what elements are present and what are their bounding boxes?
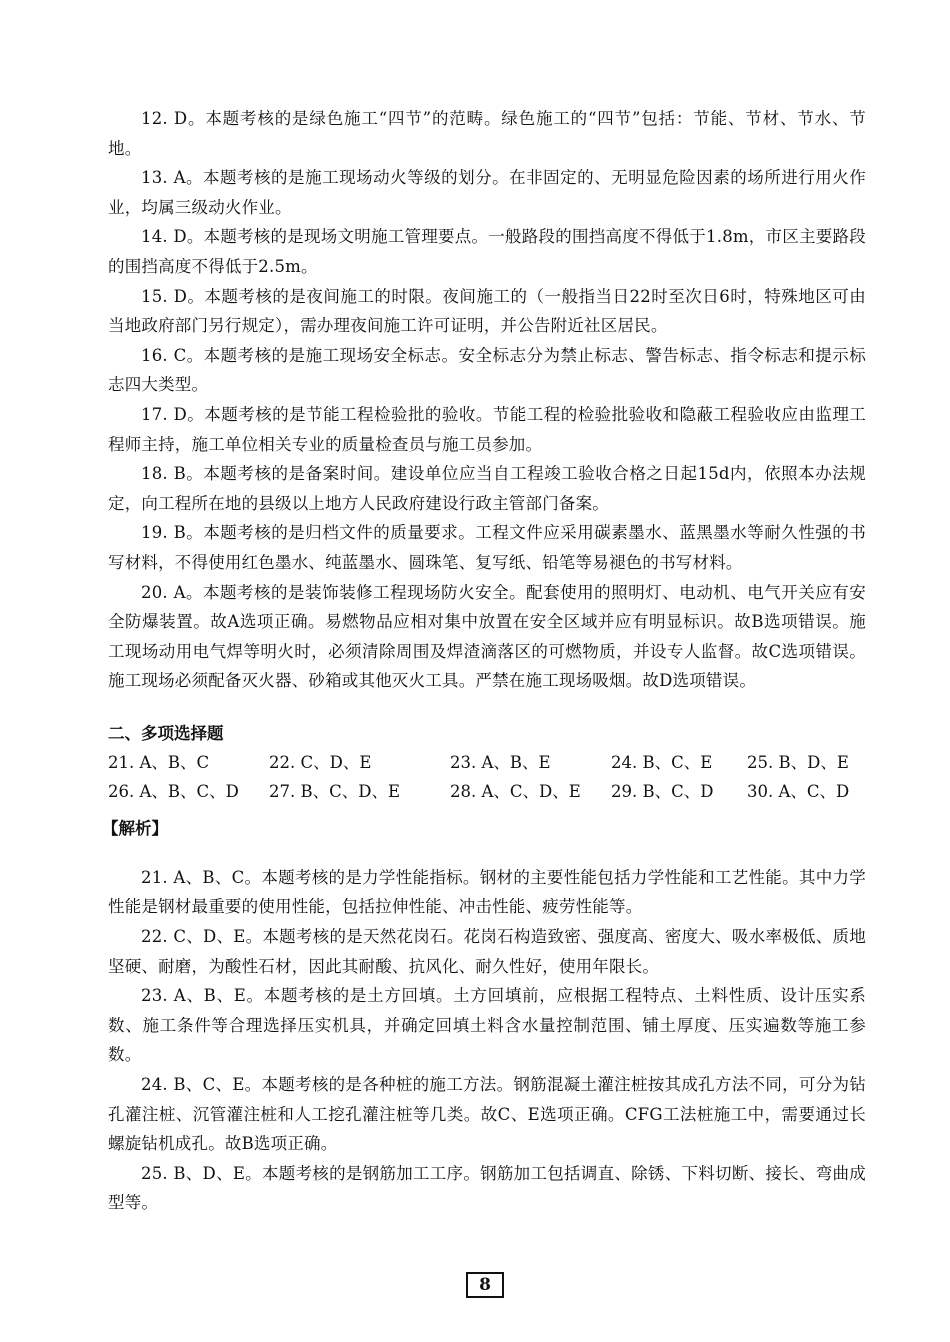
- answer-26: 26. A、B、C、D: [108, 781, 239, 801]
- analysis-paragraph-24: 24. B、C、E。本题考核的是各种桩的施工方法。钢筋混凝土灌注桩按其成孔方法不同，可分为钻孔灌注桩、沉管灌注桩和人工挖孔灌注桩等几类。故C、E选项正确。CFG工法桩施工中，需要通过长螺旋钻机成孔。故B选项正确。: [108, 1075, 866, 1154]
- analysis-paragraph-18: 18. B。本题考核的是备案时间。建设单位应当自工程竣工验收合格之日起15d内，依照本办法规定，向工程所在地的县级以上地方人民政府建设行政主管部门备案。: [108, 464, 866, 513]
- multiple-choice-answer-grid: [108, 748, 866, 806]
- analysis-paragraph-23: 23. A、B、E。本题考核的是土方回填。土方回填前，应根据工程特点、土料性质、设计压实系数、施工条件等合理选择压实机具，并确定回填土料含水量控制范围、铺土厚度、压实遍数等施工参数。: [108, 986, 866, 1065]
- analysis-paragraph-15: 15. D。本题考核的是夜间施工的时限。夜间施工的（一般指当日22时至次日6时，特殊地区可由当地政府部门另行规定），需办理夜间施工许可证明，并公告附近社区居民。: [108, 286, 866, 336]
- analysis-paragraph-25: 25. B、D、E。本题考核的是钢筋加工工序。钢筋加工包括调直、除锈、下料切断、接长、弯曲成型等。: [108, 1163, 866, 1213]
- answer-key-page: [102, 104, 866, 1218]
- analysis-heading: 【解析】: [102, 818, 168, 838]
- analysis-paragraph-14: 14. D。本题考核的是现场文明施工管理要点。一般路段的围挡高度不得低于1.8m，市区主要路段的围挡高度不得低于2.5m。: [108, 227, 866, 276]
- analysis-paragraph-21: 21. A、B、C。本题考核的是力学性能指标。钢材的主要性能包括力学性能和工艺性能。其中力学性能是钢材最重要的使用性能，包括拉伸性能、冲击性能、疲劳性能等。: [108, 867, 866, 917]
- analysis-paragraph-22: 22. C、D、E。本题考核的是天然花岗石。花岗石构造致密、强度高、密度大、吸水率极低、质地坚硬、耐磨，为酸性石材，因此其耐酸、抗风化、耐久性好，使用年限长。: [108, 927, 866, 976]
- analysis-paragraph-16: 16. C。本题考核的是施工现场安全标志。安全标志分为禁止标志、警告标志、指令标志和提示标志四大类型。: [108, 345, 866, 395]
- answer-24: 24. B、C、E: [611, 752, 713, 772]
- answer-25: 25. B、D、E: [747, 752, 849, 772]
- page-number-box: 8: [466, 1272, 504, 1298]
- section-title-multiple-choice: 二、多项选择题: [108, 723, 224, 743]
- answer-30: 30. A、C、D: [747, 781, 850, 801]
- single-choice-analysis: [108, 104, 866, 696]
- answer-29: 29. B、C、D: [611, 781, 714, 801]
- analysis-paragraph-20: 20. A。本题考核的是装饰装修工程现场防火安全。配套使用的照明灯、电动机、电气开关应有安全防爆装置。故A选项正确。易燃物品应相对集中放置在安全区域并应有明显标识。故B选项错误。施工现场动用电气焊等明火时，必须清除周围及焊渣滴落区的可燃物质，并设专人监督。故C选项错误。施工现场必须配备灭火器、砂箱或其他灭火工具。严禁在施工现场吸烟。故D选项错误。: [108, 582, 866, 691]
- answer-21: 21. A、B、C: [108, 752, 210, 772]
- answer-23: 23. A、B、E: [450, 752, 551, 772]
- analysis-paragraph-13: 13. A。本题考核的是施工现场动火等级的划分。在非固定的、无明显危险因素的场所进行用火作业，均属三级动火作业。: [108, 168, 866, 217]
- multiple-choice-analysis: [108, 863, 866, 1218]
- analysis-paragraph-19: 19. B。本题考核的是归档文件的质量要求。工程文件应采用碳素墨水、蓝黑墨水等耐久性强的书写材料，不得使用红色墨水、纯蓝墨水、圆珠笔、复写纸、铅笔等易褪色的书写材料。: [108, 523, 866, 572]
- answer-27: 27. B、C、D、E: [269, 781, 401, 801]
- analysis-paragraph-12: 12. D。本题考核的是绿色施工“四节”的范畴。绿色施工的“四节”包括：节能、节材、节水、节地。: [108, 109, 866, 158]
- answer-22: 22. C、D、E: [269, 752, 372, 772]
- answer-28: 28. A、C、D、E: [450, 781, 581, 801]
- analysis-paragraph-17: 17. D。本题考核的是节能工程检验批的验收。节能工程的检验批验收和隐蔽工程验收应由监理工程师主持，施工单位相关专业的质量检查员与施工员参加。: [108, 404, 866, 454]
